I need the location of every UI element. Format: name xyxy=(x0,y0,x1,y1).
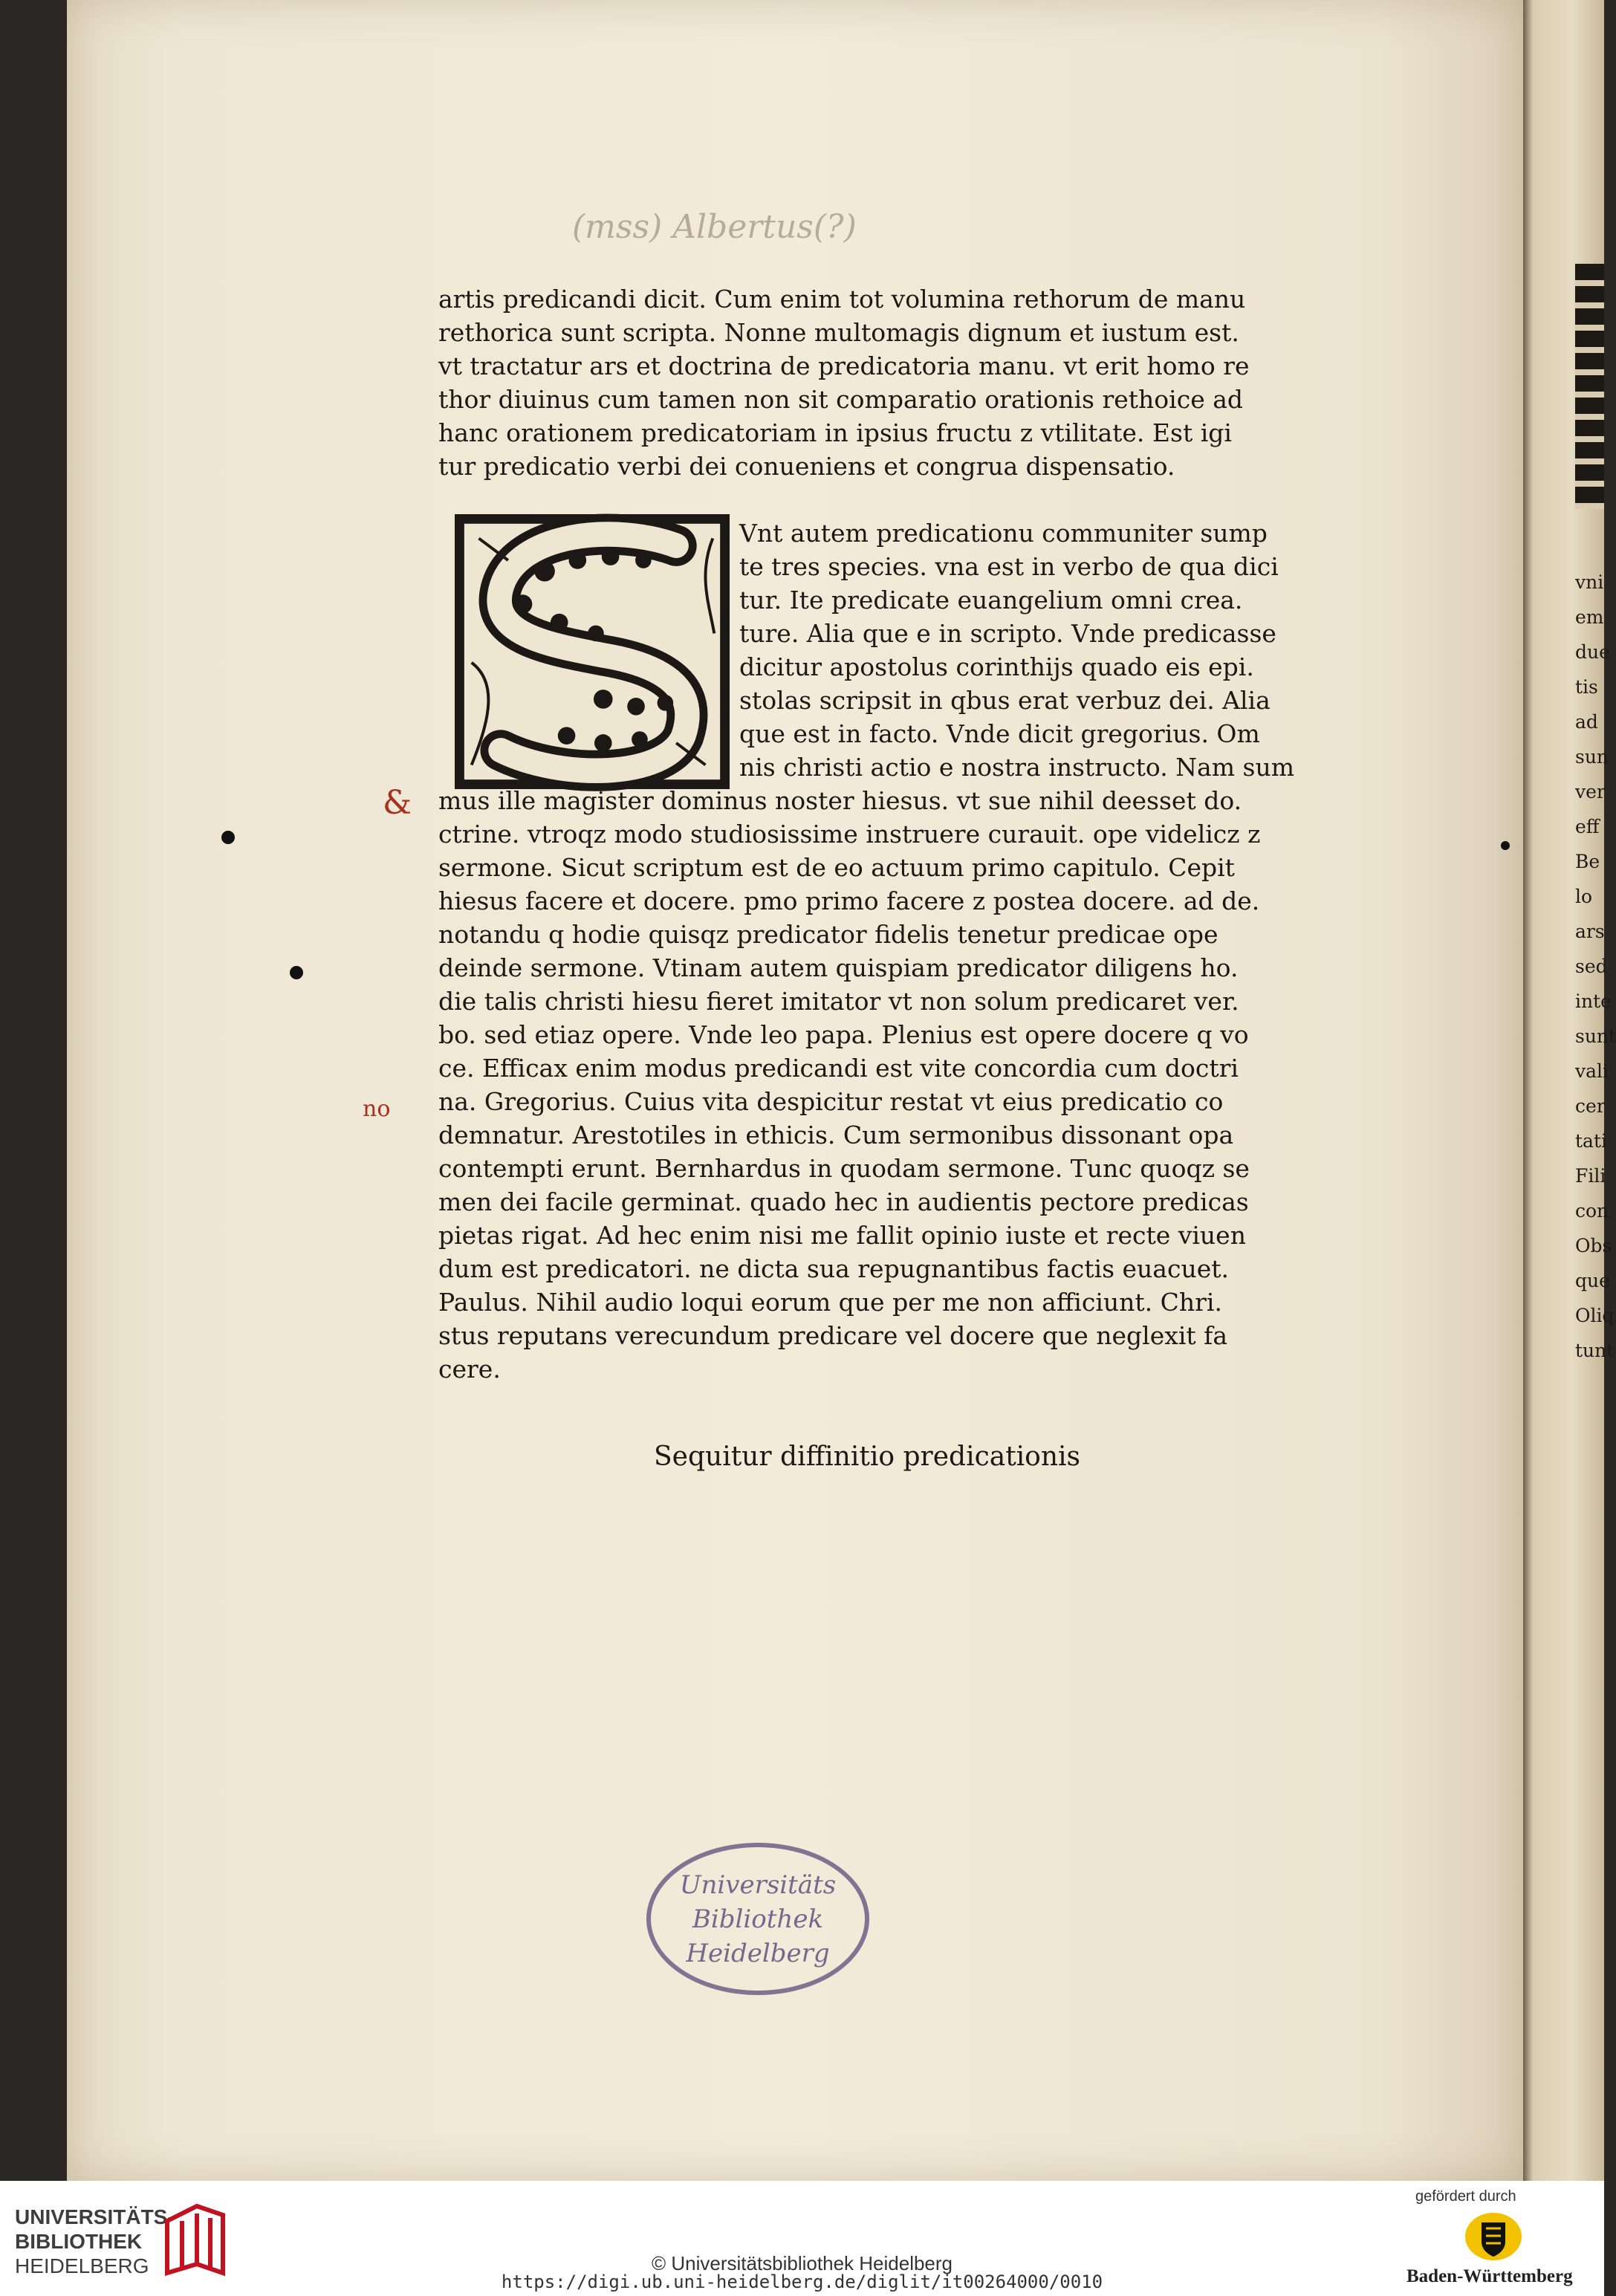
edge-word: sun xyxy=(1575,746,1609,768)
margin-mark-no: no xyxy=(363,1096,391,1122)
text-line: ture. Alia que e in scripto. Vnde predicasse xyxy=(739,619,1276,648)
text-line: thor diuinus cum tamen non sit comparatio orationis rethoice ad xyxy=(438,385,1244,414)
text-line: pietas rigat. Ad hec enim nisi me fallit opinio iuste et recte viuen xyxy=(438,1221,1246,1250)
edge-word: em xyxy=(1575,606,1604,628)
text-line: que est in facto. Vnde dicit gregorius. Om xyxy=(739,719,1260,748)
text-line: nis christi actio e nostra instructo. Nam sum xyxy=(739,753,1294,782)
text-line: ctrine. vtroqz modo studiosissime instruere curauit. ope videlicz z xyxy=(438,820,1261,849)
text-line: ce. Efficax enim modus predicandi est vite concordia cum doctri xyxy=(438,1054,1239,1083)
text-line: stus reputans verecundum predicare vel docere que neglexit fa xyxy=(438,1321,1228,1350)
text-line: dicitur apostolus corinthijs quado eis epi. xyxy=(739,652,1254,681)
footer-bar xyxy=(0,2181,1604,2296)
edge-word: cer xyxy=(1575,1095,1606,1117)
text-line: vt tractatur ars et doctrina de predicatoria manu. vt erit homo re xyxy=(438,351,1250,380)
next-page-ornament xyxy=(1575,264,1604,509)
text-line: mus ille magister dominus noster hiesus. vt sue nihil deesset do. xyxy=(438,786,1242,815)
edge-word: tati xyxy=(1575,1130,1607,1152)
edge-word: Obs xyxy=(1575,1235,1612,1256)
text-line: stolas scripsit in qbus erat verbuz dei. Alia xyxy=(739,686,1271,715)
edge-word: tunt xyxy=(1575,1340,1615,1361)
permalink-url[interactable]: https://digi.ub.uni-heidelberg.de/diglit/it00264000/0010 xyxy=(501,2271,1103,2292)
text-line: men dei facile germinat. quado hec in audientis pectore predicas xyxy=(438,1187,1249,1216)
pencil-annotation: (mss) Albertus(?) xyxy=(572,208,857,246)
text-line: die talis christi hiesu fieret imitator vt non solum predicaret ver. xyxy=(438,987,1239,1016)
ink-dot xyxy=(290,966,303,979)
text-line: rethorica sunt scripta. Nonne multomagis dignum et iustum est. xyxy=(438,318,1239,347)
edge-word: que xyxy=(1575,1270,1610,1291)
funder-name: Baden-Württemberg xyxy=(1406,2266,1573,2286)
edge-word: eff xyxy=(1575,816,1600,837)
ink-dot xyxy=(221,831,235,844)
paragraph-1 xyxy=(438,282,1315,483)
edge-word: inte xyxy=(1575,990,1612,1012)
text-line: cere. xyxy=(438,1355,501,1384)
margin-mark-ampersand: & xyxy=(383,784,412,822)
baden-wuerttemberg-crest-icon[interactable] xyxy=(1464,2211,1523,2263)
text-line: notandu q hodie quisqz predicator fidelis tenetur predicae ope xyxy=(438,920,1219,949)
logo-line: UNIVERSITÄTS- xyxy=(15,2205,175,2228)
edge-word: con xyxy=(1575,1200,1609,1222)
edge-word: tis xyxy=(1575,676,1598,698)
edge-word: sunt xyxy=(1575,1025,1616,1047)
edge-word: lo xyxy=(1575,886,1593,907)
ink-dot xyxy=(1501,841,1510,850)
text-line: na. Gregorius. Cuius vita despicitur restat vt eius predicatio co xyxy=(438,1087,1224,1116)
stamp-line: Universitäts xyxy=(679,1869,837,1900)
edge-word: sed xyxy=(1575,956,1608,977)
text-line: demnatur. Arestotiles in ethicis. Cum sermonibus dissonant opa xyxy=(438,1121,1234,1149)
stamp-line: Heidelberg xyxy=(686,1938,830,1968)
text-line: deinde sermone. Vtinam autem quispiam predicator diligens ho. xyxy=(438,953,1239,982)
text-line: tur predicatio verbi dei conueniens et congrua dispensatio. xyxy=(438,452,1175,481)
text-line: bo. sed etiaz opere. Vnde leo papa. Plenius est opere docere q vo xyxy=(438,1020,1249,1049)
edge-word: Oliq xyxy=(1575,1305,1615,1326)
text-line: sermone. Sicut scriptum est de eo actuum primo capitulo. Cepit xyxy=(438,853,1235,882)
paragraph-2 xyxy=(438,516,1315,1386)
library-stamp xyxy=(646,1843,869,1995)
edge-word: Be xyxy=(1575,851,1600,872)
stamp-line: Bibliothek xyxy=(692,1904,824,1934)
edge-word: Fili xyxy=(1575,1165,1606,1187)
edge-word: vali xyxy=(1575,1060,1609,1082)
next-page-text xyxy=(1575,565,1616,1368)
logo-line: BIBLIOTHEK xyxy=(15,2230,143,2253)
funded-by-label: gefördert durch xyxy=(1415,2188,1516,2205)
text-line: te tres species. vna est in verbo de qua dici xyxy=(739,552,1279,581)
text-line: dum est predicatori. ne dicta sua repugnantibus factis euacuet. xyxy=(438,1254,1229,1283)
text-line: Vnt autem predicationu communiter sump xyxy=(739,519,1268,548)
edge-word: ver xyxy=(1575,781,1606,802)
copyright-text: © Universitätsbibliothek Heidelberg xyxy=(651,2252,953,2274)
edge-word: vni xyxy=(1575,571,1604,593)
edge-word: due xyxy=(1575,641,1610,663)
logo-line: HEIDELBERG xyxy=(15,2254,149,2277)
text-line: contempti erunt. Bernhardus in quodam sermone. Tunc quoqz se xyxy=(438,1154,1250,1183)
text-line: tur. Ite predicate euangelium omni crea. xyxy=(739,586,1243,614)
section-heading: Sequitur diffinitio predicationis xyxy=(654,1442,1081,1472)
text-line: artis predicandi dicit. Cum enim tot volumina rethorum de manu xyxy=(438,285,1246,314)
text-line: hanc orationem predicatoriam in ipsius fructu z vtilitate. Est igi xyxy=(438,418,1232,447)
edge-word: ars xyxy=(1575,921,1605,942)
text-line: Paulus. Nihil audio loqui eorum que per me non afficiunt. Chri. xyxy=(438,1288,1222,1317)
edge-word: ad xyxy=(1575,711,1598,733)
text-line: hiesus facere et docere. pmo primo facere z postea docere. ad de. xyxy=(438,886,1260,915)
